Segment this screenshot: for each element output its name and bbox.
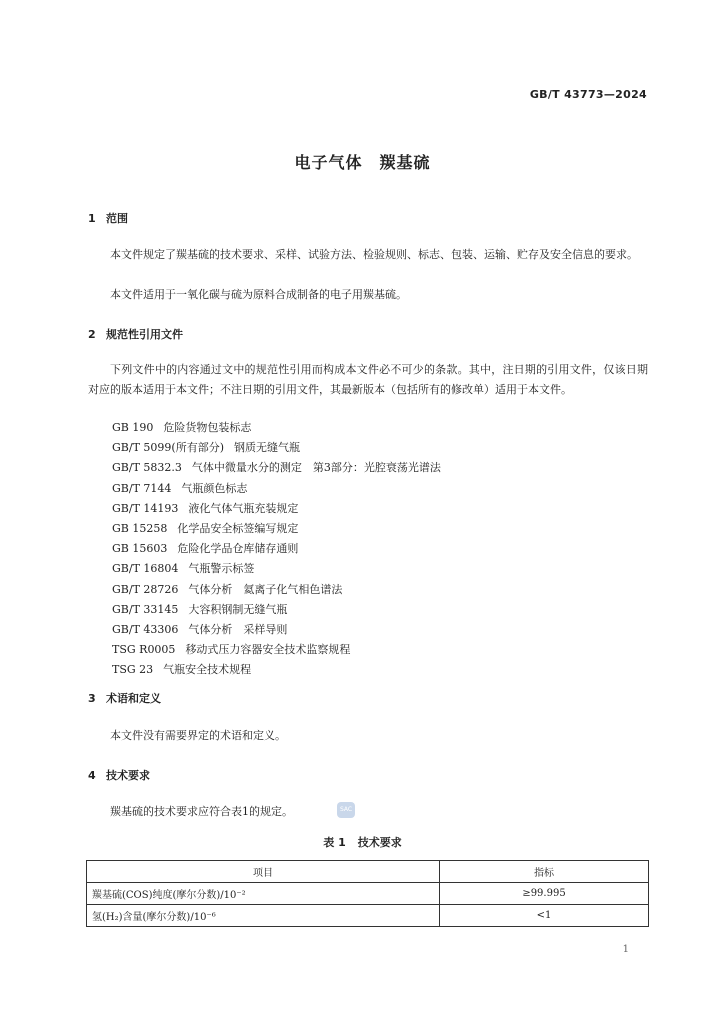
table-cell-item: 羰基硫(COS)纯度(摩尔分数)/10⁻² bbox=[87, 883, 440, 905]
table-caption-label: 表 1 bbox=[323, 836, 346, 849]
section-3-heading bbox=[88, 690, 161, 706]
table-row bbox=[87, 905, 649, 927]
scope-paragraph-1: 本文件规定了羰基硫的技术要求、采样、试验方法、检验规则、标志、包装、运输、贮存及安全信息的要求。 bbox=[110, 248, 638, 261]
section-title: 技术要求 bbox=[106, 769, 150, 782]
section-title: 术语和定义 bbox=[106, 692, 161, 705]
table-caption-title: 技术要求 bbox=[357, 836, 402, 849]
section-number: 4 bbox=[88, 769, 96, 782]
section-number: 3 bbox=[88, 692, 96, 705]
table-header-row bbox=[87, 861, 649, 883]
reference-code: GB/T 43306 bbox=[112, 623, 179, 637]
section-1-heading bbox=[88, 210, 128, 226]
table-header-value: 指标 bbox=[440, 861, 649, 883]
reference-code: GB/T 28726 bbox=[112, 582, 179, 596]
watermark-stamp-icon: SAC bbox=[337, 802, 355, 818]
reference-title: 大容积钢制无缝气瓶 bbox=[188, 602, 288, 616]
reference-code: GB/T 16804 bbox=[112, 562, 179, 576]
reference-code: TSG R0005 bbox=[112, 643, 176, 657]
reference-title: 气瓶颜色标志 bbox=[181, 481, 248, 495]
reference-code: GB/T 14193 bbox=[112, 501, 179, 515]
table-row bbox=[87, 883, 649, 905]
reference-code: GB/T 33145 bbox=[112, 602, 179, 616]
reference-title: 危险货物包装标志 bbox=[163, 421, 252, 434]
reference-item bbox=[112, 640, 441, 660]
reference-item bbox=[112, 499, 441, 519]
section-4-heading bbox=[88, 767, 150, 783]
reference-code: GB 15603 bbox=[112, 542, 168, 556]
technical-requirements-table bbox=[86, 860, 649, 927]
table-cell-value: <1 bbox=[440, 905, 649, 927]
reference-title: 气瓶安全技术规程 bbox=[163, 663, 252, 677]
table-caption bbox=[0, 834, 725, 850]
reference-title: 危险化学品仓库储存通则 bbox=[177, 542, 299, 556]
reference-code: GB/T 5832.3 bbox=[112, 461, 182, 475]
reference-item bbox=[112, 438, 441, 458]
reference-item bbox=[112, 660, 441, 680]
reference-item bbox=[112, 458, 441, 478]
reference-item bbox=[112, 479, 441, 499]
document-title: 电子气体 羰基硫 bbox=[294, 153, 431, 172]
references-intro-paragraph: 下列文件中的内容通过文中的规范性引用而构成本文件必不可少的条款。其中，注日期的引用文件，仅该日期对应的版本适用于本文件；不注日期的引用文件，其最新版本（包括所有的修改单）适用于本文件。 bbox=[88, 363, 648, 396]
reference-title: 化学品安全标签编写规定 bbox=[177, 522, 299, 536]
reference-title: 钢质无缝气瓶 bbox=[234, 441, 300, 455]
section-title: 范围 bbox=[106, 212, 128, 225]
reference-item bbox=[112, 539, 441, 559]
page-number: 1 bbox=[622, 944, 629, 955]
reference-code: GB 190 bbox=[112, 421, 154, 434]
standard-number: GB/T 43773—2024 bbox=[529, 88, 647, 101]
table-cell-item: 氢(H₂)含量(摩尔分数)/10⁻⁶ bbox=[87, 905, 440, 927]
reference-title: 移动式压力容器安全技术监察规程 bbox=[185, 643, 351, 657]
reference-code: GB 15258 bbox=[112, 522, 168, 536]
reference-item bbox=[112, 620, 441, 640]
reference-item bbox=[112, 559, 441, 579]
section-number: 2 bbox=[88, 328, 96, 341]
reference-title: 气体分析 采样导则 bbox=[188, 623, 288, 637]
tech-requirements-paragraph: 羰基硫的技术要求应符合表1的规定。 bbox=[110, 805, 293, 818]
reference-title: 气体分析 氦离子化气相色谱法 bbox=[188, 582, 343, 596]
section-title: 规范性引用文件 bbox=[106, 328, 183, 341]
reference-item bbox=[112, 580, 441, 600]
reference-item bbox=[112, 519, 441, 539]
reference-title: 气体中微量水分的测定 第3部分：光腔衰荡光谱法 bbox=[191, 461, 441, 475]
table-cell-value: ≥99.995 bbox=[440, 883, 649, 905]
scope-paragraph-2: 本文件适用于一氧化碳与硫为原料合成制备的电子用羰基硫。 bbox=[110, 288, 407, 301]
reference-item bbox=[112, 600, 441, 620]
terms-paragraph: 本文件没有需要界定的术语和定义。 bbox=[110, 729, 286, 742]
section-number: 1 bbox=[88, 212, 96, 225]
section-2-heading bbox=[88, 326, 183, 342]
reference-code: GB/T 7144 bbox=[112, 481, 172, 495]
table-header-item: 项目 bbox=[87, 861, 440, 883]
reference-item bbox=[112, 418, 441, 438]
reference-code: GB/T 5099(所有部分) bbox=[112, 441, 224, 455]
reference-code: TSG 23 bbox=[112, 663, 154, 677]
reference-title: 气瓶警示标签 bbox=[188, 562, 255, 576]
normative-references-list bbox=[112, 418, 441, 681]
reference-title: 液化气体气瓶充装规定 bbox=[188, 501, 299, 515]
